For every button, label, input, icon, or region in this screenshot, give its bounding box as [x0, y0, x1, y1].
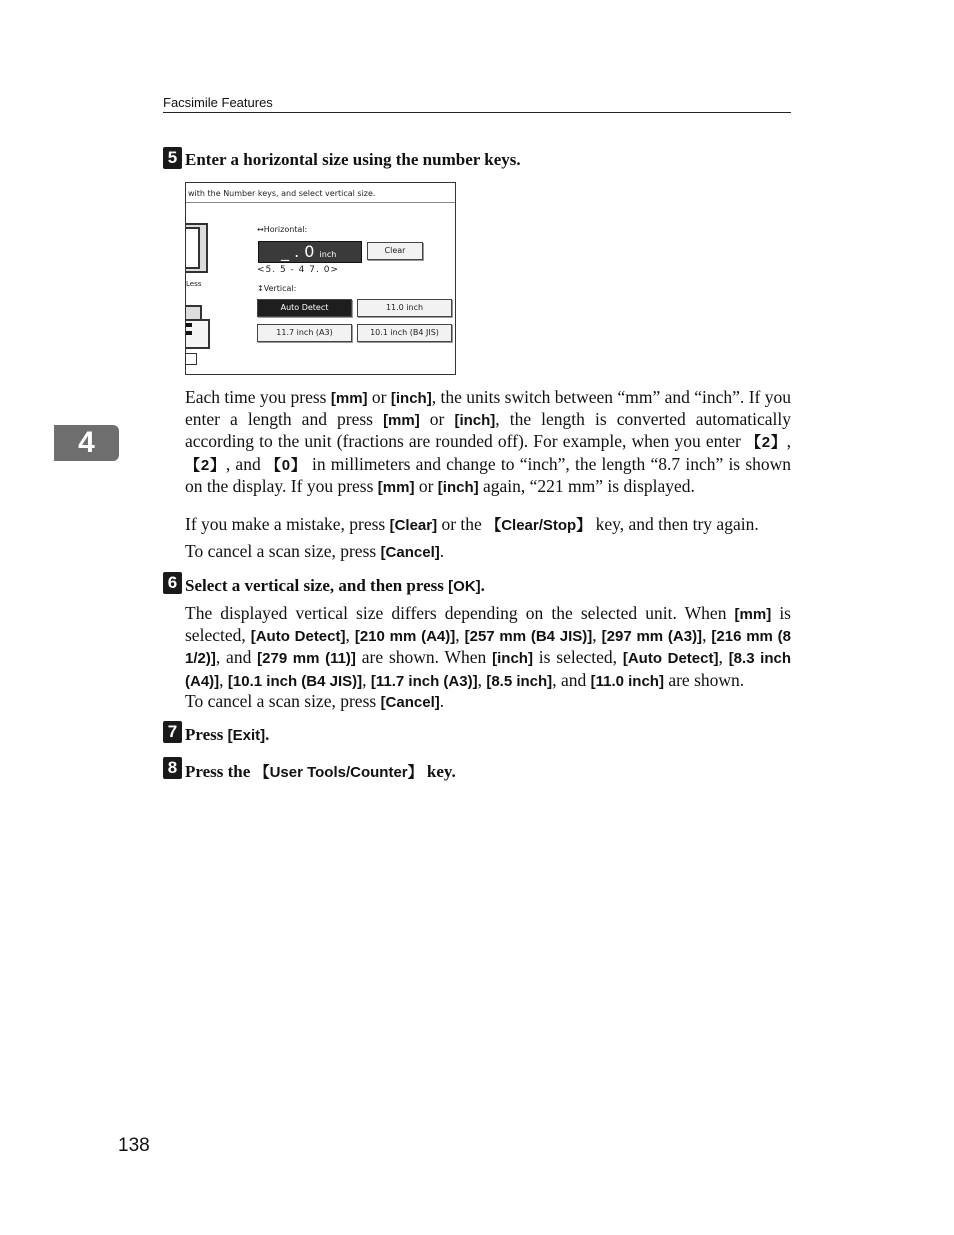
- key: [216 mm (8 1/2)]: [185, 628, 791, 668]
- key: [inch]: [492, 650, 533, 668]
- page-number: 138: [118, 1135, 150, 1156]
- key: [11.7 inch (A3)]: [370, 672, 478, 690]
- step-7-title: [185, 725, 269, 745]
- running-header: Facsimile Features: [163, 95, 791, 113]
- step-number-7: 7: [163, 721, 182, 743]
- text: .: [439, 691, 445, 711]
- key: [210 mm (A4)]: [354, 628, 456, 646]
- key: [279 mm (11)]: [257, 650, 356, 668]
- size-10-1-inch-button[interactable]: 10.1 inch (B4 JIS): [357, 324, 452, 342]
- key-cancel: [Cancel]: [380, 544, 440, 561]
- key: [8.3 inch (A4)]: [185, 650, 791, 690]
- text: is selected,: [185, 603, 791, 646]
- key-mm: [mm]: [377, 478, 415, 496]
- text: key, and then try again.: [591, 514, 759, 534]
- step-6-title: [185, 576, 485, 596]
- key-2: 【2】: [185, 456, 226, 474]
- text: ,: [477, 669, 487, 690]
- text: or: [367, 387, 391, 407]
- key-cancel: [Cancel]: [380, 694, 440, 711]
- text: Select a vertical size, and then press: [185, 576, 449, 595]
- text: , the length is converted automatically according to the unit (fractions are rounded off). For example, when you enter: [185, 409, 792, 452]
- control-panel-screenshot: [185, 182, 456, 375]
- key: [mm]: [734, 606, 772, 623]
- key-inch: [inch]: [454, 412, 496, 430]
- step-number-6: 6: [163, 572, 182, 594]
- text: are shown. When: [355, 647, 493, 668]
- text: ,: [362, 669, 371, 690]
- text: ,: [592, 625, 602, 646]
- text: ,: [345, 625, 355, 646]
- key: [Auto Detect]: [622, 650, 719, 668]
- partial-document-inner: [185, 227, 200, 269]
- step-number-5: 5: [163, 147, 182, 169]
- text: , the units switch between “mm” and “inch”. If you enter a length and press: [185, 387, 791, 430]
- cancel-paragraph-2: [185, 691, 791, 713]
- key: [11.0 inch]: [590, 672, 664, 690]
- text: ,: [786, 431, 791, 452]
- step-number-8: 8: [163, 757, 182, 779]
- clear-button[interactable]: Clear: [367, 242, 423, 260]
- mistake-paragraph: [185, 514, 791, 536]
- text: , and: [552, 669, 591, 690]
- text: If you make a mistake, press: [185, 514, 390, 534]
- partial-label: Less: [186, 280, 202, 288]
- key-clear-stop: 【Clear/Stop】: [486, 517, 592, 534]
- text: in millimeters and change to “inch”, the length “8.7 inch” is shown on the display. If you press: [185, 453, 792, 496]
- text: Press the: [185, 762, 255, 781]
- vertical-size-paragraph: [185, 603, 791, 692]
- text: To cancel a scan size, press: [185, 541, 381, 561]
- text: The displayed vertical size differs depending on the selected unit. When: [185, 603, 735, 623]
- key-clear: [Clear]: [389, 517, 438, 534]
- key: [10.1 inch (B4 JIS)]: [227, 672, 363, 690]
- partial-mark: [186, 323, 192, 327]
- screen-instruction: with the Number keys, and select vertical size.: [188, 189, 376, 198]
- horizontal-label: ↔Horizontal:: [257, 225, 308, 234]
- key-exit: [Exit]: [227, 727, 266, 744]
- key: [257 mm (B4 JIS)]: [464, 628, 593, 646]
- step-8-title: [185, 761, 456, 782]
- horizontal-size-display: [258, 241, 362, 263]
- text: , and: [225, 453, 266, 474]
- display-unit: inch: [319, 250, 337, 259]
- unit-switch-paragraph: [185, 387, 791, 498]
- text: .: [265, 725, 270, 744]
- auto-detect-button[interactable]: Auto Detect: [257, 299, 352, 317]
- key-0: 【0】: [265, 456, 307, 474]
- text: or: [419, 409, 455, 430]
- size-11-7-inch-button[interactable]: 11.7 inch (A3): [257, 324, 352, 342]
- text: To cancel a scan size, press: [185, 691, 381, 711]
- text: , and: [215, 647, 258, 668]
- text: .: [439, 541, 445, 561]
- text: .: [480, 576, 485, 595]
- key-ok: [OK]: [448, 578, 481, 595]
- text: is selected,: [532, 647, 623, 668]
- text: are shown.: [663, 669, 745, 690]
- text: again, “221 mm” is displayed.: [478, 475, 695, 496]
- text: or the: [437, 514, 487, 534]
- key-inch: [inch]: [437, 478, 479, 496]
- step-5-title: Enter a horizontal size using the number keys.: [185, 150, 521, 169]
- text: Press: [185, 725, 228, 744]
- text: ,: [702, 625, 712, 646]
- text: Each time you press: [185, 387, 331, 407]
- partial-arrow-icon: [185, 353, 197, 365]
- key-user-tools-counter: 【User Tools/Counter】: [254, 764, 423, 781]
- size-11-0-inch-button[interactable]: 11.0 inch: [357, 299, 452, 317]
- text: ,: [455, 625, 465, 646]
- text: ,: [718, 647, 729, 668]
- key-mm: [mm]: [330, 390, 368, 407]
- text: key.: [422, 762, 456, 781]
- partial-mark-2: [186, 331, 192, 335]
- cancel-paragraph: [185, 541, 791, 563]
- screen-divider: [186, 202, 455, 203]
- key: [Auto Detect]: [250, 628, 346, 646]
- key: [8.5 inch]: [486, 672, 553, 690]
- chapter-tab: 4: [54, 425, 119, 461]
- key-inch: [inch]: [390, 390, 432, 407]
- key-2: 【2】: [746, 434, 787, 452]
- key-mm: [mm]: [383, 412, 420, 430]
- vertical-label: ↕Vertical:: [257, 284, 297, 293]
- display-value: _ . 0: [281, 242, 315, 261]
- text: ,: [219, 669, 228, 690]
- text: or: [414, 475, 438, 496]
- size-range: <5. 5 - 4 7. 0>: [257, 265, 339, 275]
- key: [297 mm (A3)]: [601, 628, 703, 646]
